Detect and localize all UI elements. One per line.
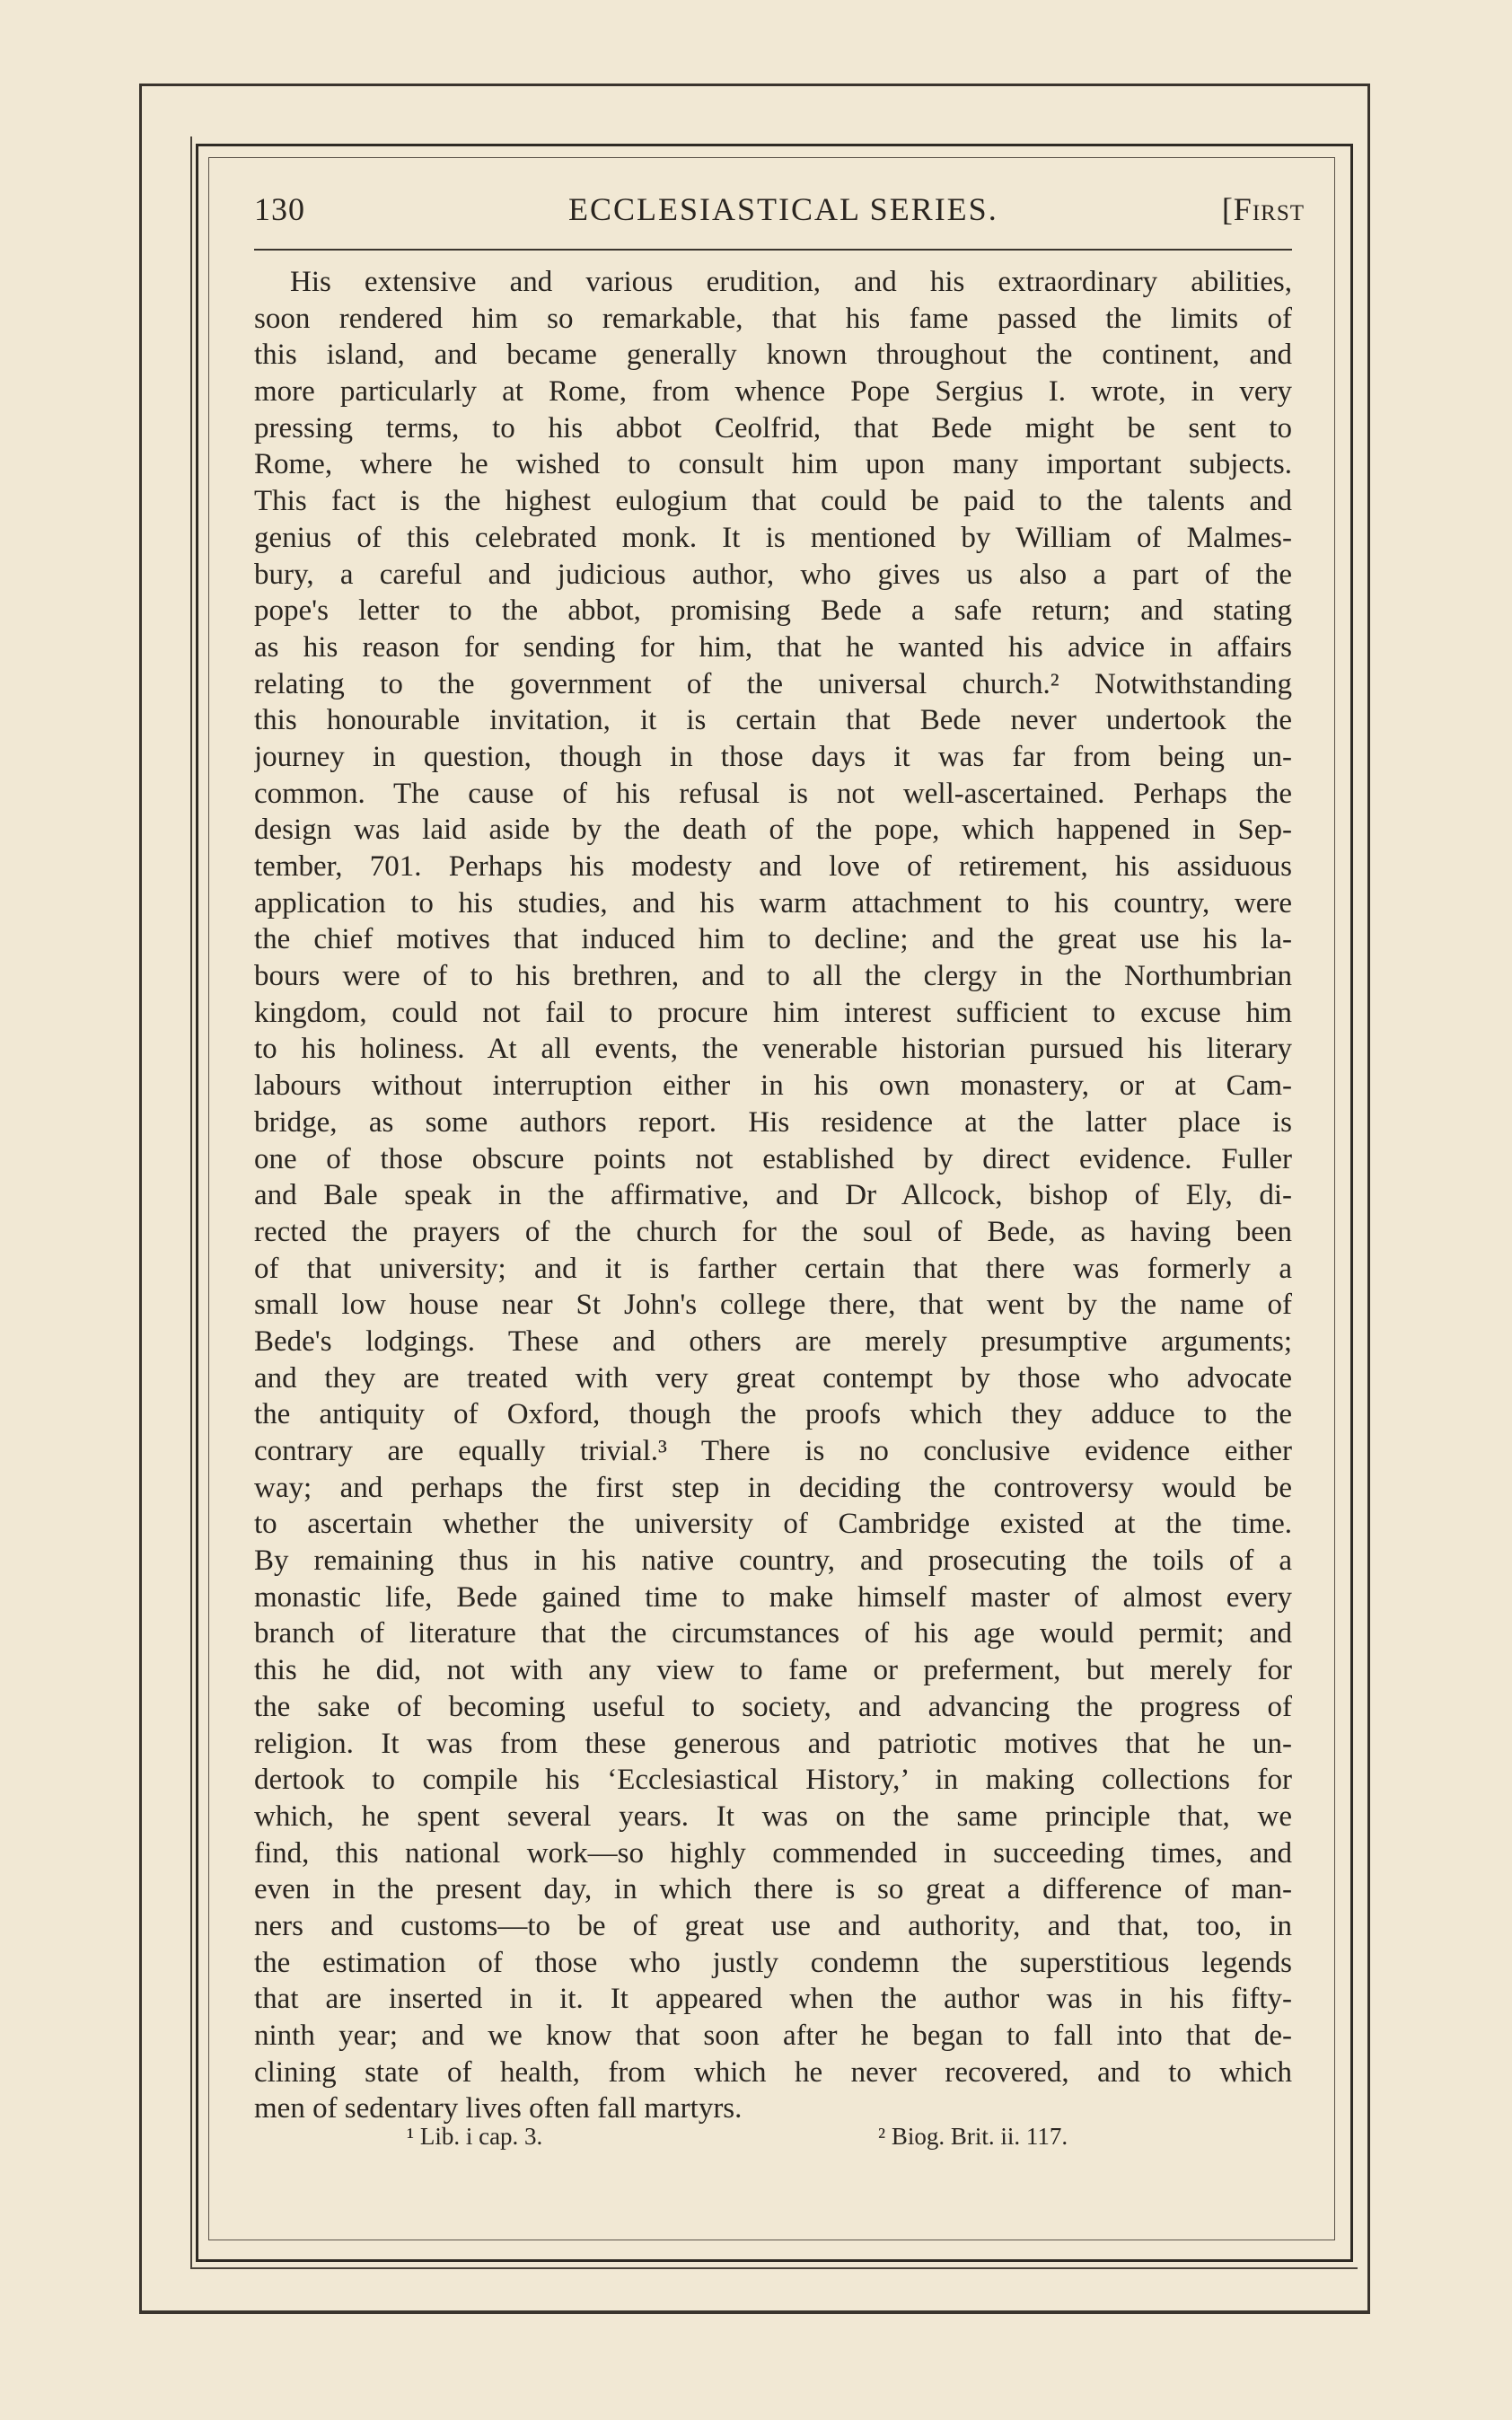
page-number: 130 (254, 191, 305, 227)
text-line: this island, and became generally known throughout the continent, and (254, 339, 1292, 372)
text-line: to ascertain whether the university of Cambridge existed at the time. (254, 1508, 1292, 1541)
text-line: application to his studies, and his warm attachment to his country, were (254, 886, 1292, 920)
text-line: pressing terms, to his abbot Ceolfrid, that Bede might be sent to (254, 411, 1292, 444)
text-line: Rome, where he wished to consult him upon many important subjects. (254, 448, 1292, 481)
body-text (254, 264, 1292, 2127)
text-line: contrary are equally trivial.³ There is no conclusive evidence either (254, 1435, 1292, 1467)
text-line: the estimation of those who justly condemn the superstitious legends (254, 1946, 1292, 1979)
footnote-2: ² Biog. Brit. ii. 117. (878, 2123, 1068, 2150)
text-line: By remaining thus in his native country, and prosecuting the toils of a (254, 1544, 1292, 1578)
text-line: to his holiness. At all events, the venerable historian pursued his literary (254, 1033, 1292, 1066)
text-line: religion. It was from these generous and patriotic motives that he un- (254, 1727, 1292, 1760)
text-line: the sake of becoming useful to society, and advancing the progress of (254, 1690, 1292, 1723)
text-line: bours were of to his brethren, and to all the clergy in the Northumbrian (254, 960, 1292, 993)
text-line: men of sedentary lives often fall martyrs. (254, 2092, 743, 2125)
text-line: of that university; and it is farther certain that there was formerly a (254, 1252, 1292, 1285)
text-line: bridge, as some authors report. His residence at the latter place is (254, 1105, 1292, 1139)
text-line: dertook to compile his ‘Ecclesiastical History,’ in making collections for (254, 1764, 1292, 1797)
text-line: find, this national work—so highly commended in succeeding times, and (254, 1836, 1292, 1870)
text-line: design was laid aside by the death of the pope, which happened in Sep- (254, 814, 1292, 847)
text-line: kingdom, could not fail to procure him interest sufficient to excuse him (254, 996, 1292, 1029)
text-line: labours without interruption either in his own monastery, or at Cam- (254, 1069, 1292, 1103)
text-line: this he did, not with any view to fame or preferment, but merely for (254, 1654, 1292, 1687)
text-line: way; and perhaps the first step in deciding the controversy would be (254, 1471, 1292, 1504)
text-line: branch of literature that the circumstances of his age would permit; and (254, 1617, 1292, 1650)
text-line: ners and customs—to be of great use and authority, and that, too, in (254, 1909, 1292, 1942)
text-line: pope's letter to the abbot, promising Bede a safe return; and stating (254, 594, 1292, 628)
text-line: Bede's lodgings. These and others are merely presumptive arguments; (254, 1324, 1292, 1358)
text-line: ninth year; and we know that soon after he began to fall into that de- (254, 2020, 1292, 2052)
text-line: clining state of health, from which he never recovered, and to which (254, 2055, 1292, 2089)
text-line: bury, a careful and judicious author, who gives us also a part of the (254, 558, 1292, 591)
text-line: tember, 701. Perhaps his modesty and love of retirement, his assiduous (254, 850, 1292, 883)
text-line: even in the present day, in which there is so great a difference of man- (254, 1873, 1292, 1906)
text-line: this honourable invitation, it is certain that Bede never undertook the (254, 704, 1292, 737)
text-line: and they are treated with very great contempt by those who advocate (254, 1361, 1292, 1395)
text-line: that are inserted in it. It appeared when the author was in his fifty- (254, 1983, 1292, 2016)
text-line: rected the prayers of the church for the soul of Bede, as having been (254, 1215, 1292, 1248)
section-marker: [First (1221, 191, 1305, 227)
text-line: as his reason for sending for him, that he wanted his advice in affairs (254, 630, 1292, 664)
text-line: genius of this celebrated monk. It is mentioned by William of Malmes- (254, 521, 1292, 554)
running-header (254, 190, 1305, 241)
text-line: monastic life, Bede gained time to make himself master of almost every (254, 1580, 1292, 1614)
text-line: the chief motives that induced him to decline; and the great use his la- (254, 923, 1292, 956)
text-line: which, he spent several years. It was on the same principle that, we (254, 1800, 1292, 1833)
text-line: journey in question, though in those days it was far from being un- (254, 740, 1292, 773)
text-line: and Bale speak in the affirmative, and Dr Allcock, bishop of Ely, di- (254, 1179, 1292, 1212)
text-line: more particularly at Rome, from whence Pope Sergius I. wrote, in very (254, 375, 1292, 409)
running-title: ECCLESIASTICAL SERIES. (568, 191, 998, 227)
text-line: relating to the government of the universal church.² Notwithstanding (254, 667, 1292, 700)
text-line: His extensive and various erudition, and his extraordinary abilities, (290, 266, 1292, 298)
text-line: common. The cause of his refusal is not well-ascertained. Perhaps the (254, 777, 1292, 810)
footnotes (254, 2123, 1292, 2162)
footnote-1: ¹ Lib. i cap. 3. (407, 2123, 543, 2150)
header-rule (254, 249, 1292, 251)
text-line: the antiquity of Oxford, though the proofs which they adduce to the (254, 1398, 1292, 1431)
text-line: one of those obscure points not established by direct evidence. Fuller (254, 1142, 1292, 1175)
text-line: This fact is the highest eulogium that could be paid to the talents and (254, 485, 1292, 518)
text-line: small low house near St John's college there, that went by the name of (254, 1289, 1292, 1322)
text-line: soon rendered him so remarkable, that his fame passed the limits of (254, 302, 1292, 335)
